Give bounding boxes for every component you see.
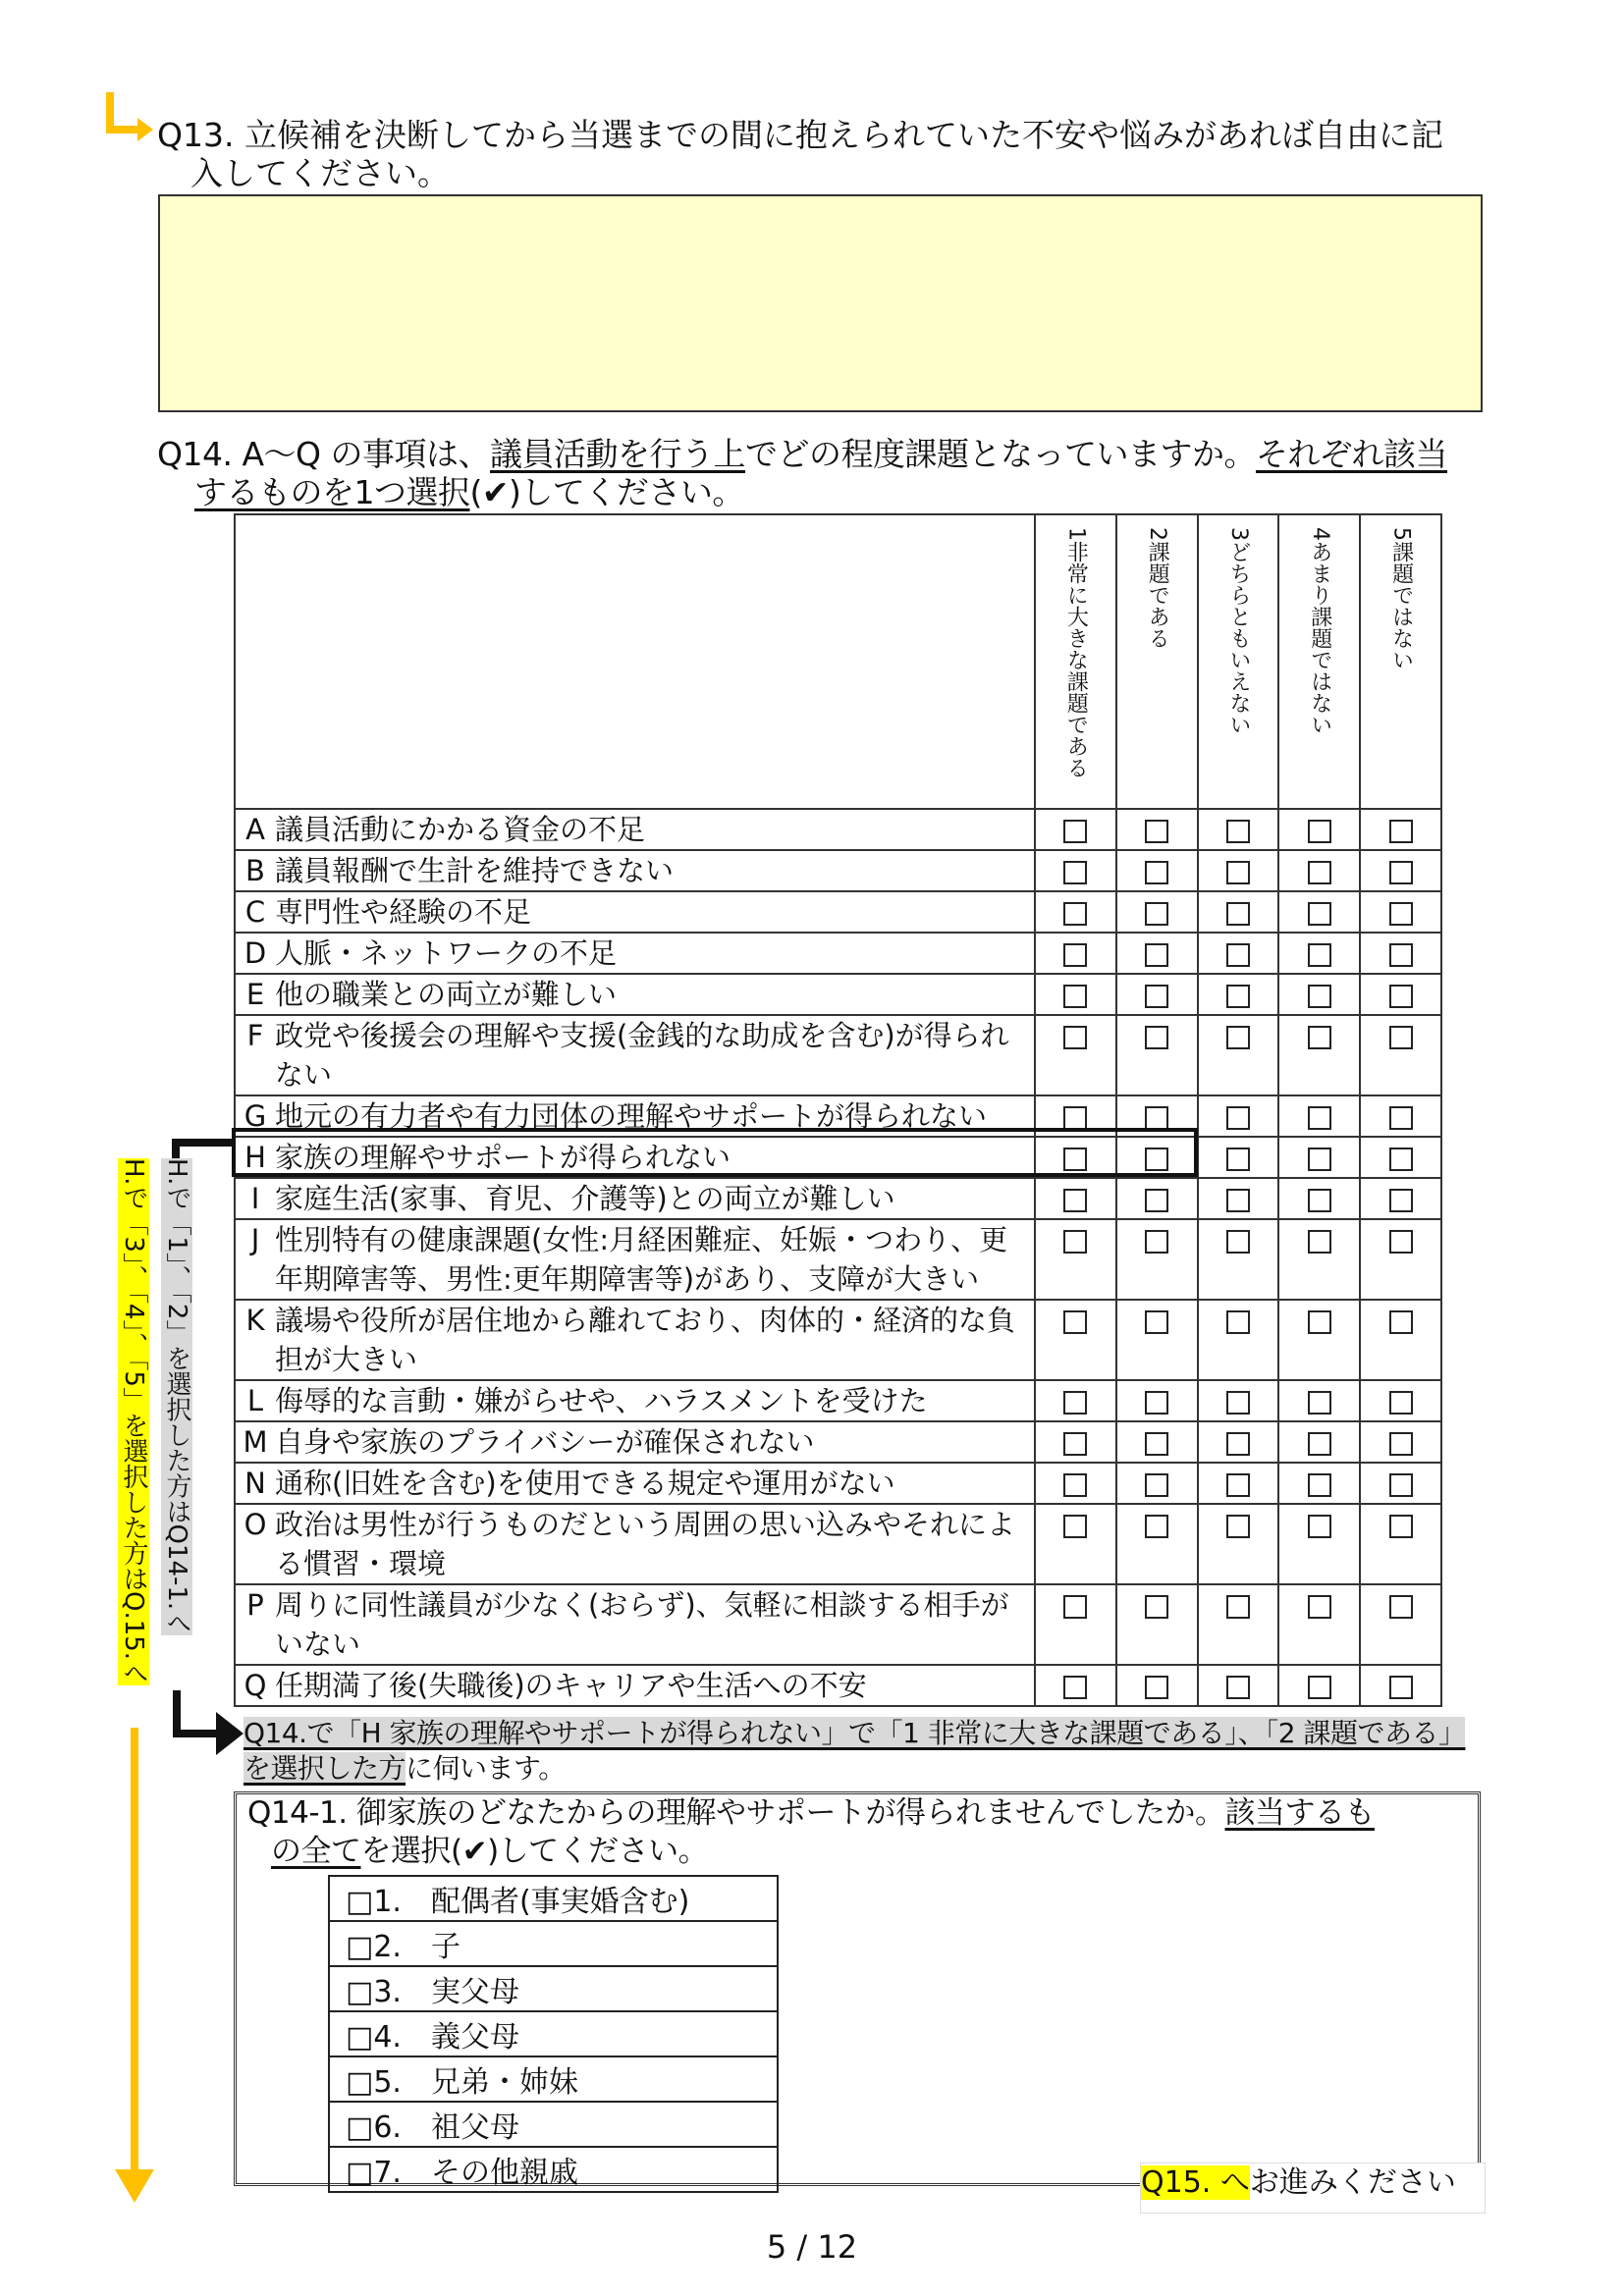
choice-cell	[1116, 1015, 1198, 1095]
q15-note-highlight: Q15. へ	[1141, 2165, 1250, 2200]
row-letter: G	[244, 1099, 267, 1133]
option-row[interactable]	[329, 2147, 778, 2192]
q14-1-text: 御家族のどなたからの理解やサポートが得られませんでしたか。	[355, 1795, 1225, 1831]
choice-cell	[1035, 1665, 1116, 1706]
choice-cell	[1035, 1300, 1116, 1380]
option-checkbox-label[interactable]: □5. 兄弟・姉妹	[329, 2056, 778, 2102]
q14-1-text-underlined: 該当するも	[1224, 1795, 1375, 1831]
choice-cell	[1360, 891, 1441, 933]
row-text: 家族の理解やサポートが得られない	[275, 1141, 731, 1174]
choice-cell	[1035, 1219, 1116, 1300]
checkbox-o-1[interactable]	[1063, 1515, 1087, 1538]
q15-note-text: お進みください	[1249, 2165, 1456, 2200]
choice-cell	[1116, 850, 1198, 891]
checkbox-k-3[interactable]	[1226, 1310, 1250, 1334]
checkbox-p-4[interactable]	[1308, 1595, 1331, 1619]
choice-cell	[1278, 1584, 1360, 1665]
checkbox-g-5[interactable]	[1389, 1106, 1413, 1130]
row-text: 自身や家族のプライバシーが確保されない	[275, 1425, 815, 1459]
q14-text: (✔)してください。	[469, 473, 744, 511]
row-letter: L	[246, 1384, 264, 1417]
choice-cell	[1198, 933, 1279, 974]
checkbox-n-5[interactable]	[1389, 1473, 1413, 1497]
instr-highlight: Q14.で「H 家族の理解やサポートが得られない」で「1 非常に大きな課題である」、「2 課題である」	[244, 1717, 1466, 1749]
checkbox-b-2[interactable]	[1145, 861, 1168, 884]
table-row	[235, 1219, 1441, 1300]
column-header-label: 1非常に大きな課題である	[1063, 527, 1089, 778]
checkbox-m-5[interactable]	[1389, 1432, 1413, 1456]
choice-cell	[1360, 1015, 1441, 1095]
checkbox-g-4[interactable]	[1308, 1106, 1331, 1130]
table-row	[235, 1584, 1441, 1665]
table-row	[235, 1421, 1441, 1463]
row-label	[235, 1178, 1035, 1219]
choice-cell	[1278, 1219, 1360, 1300]
choice-cell	[1198, 809, 1279, 850]
checkbox-a-5[interactable]	[1389, 820, 1413, 843]
row-letter: N	[244, 1467, 266, 1500]
choice-cell	[1116, 1584, 1198, 1665]
checkbox-h-5[interactable]	[1389, 1148, 1413, 1171]
row-letter: Q	[244, 1669, 267, 1702]
q13-answer-field[interactable]	[158, 194, 1483, 412]
choice-cell	[1278, 1300, 1360, 1380]
orange-line	[131, 1728, 138, 2179]
table-row	[235, 1504, 1441, 1584]
choice-cell	[1360, 809, 1441, 850]
choice-cell	[1278, 1421, 1360, 1463]
q15-note	[1140, 2163, 1486, 2214]
q14-1-text-underlined: の全て	[271, 1834, 361, 1869]
choice-cell	[1035, 1178, 1116, 1219]
branch-label-q15: H.で「3」、「4」、「5」を選択した方はQ.15.へ	[119, 1158, 148, 1686]
choice-cell	[1360, 974, 1441, 1015]
checkbox-p-5[interactable]	[1389, 1595, 1413, 1619]
row-label	[235, 974, 1035, 1015]
bracket-line	[172, 1139, 234, 1147]
q13-number: Q13.	[157, 116, 235, 154]
row-text: 家庭生活(家事、育児、介護等)との両立が難しい	[275, 1182, 895, 1215]
option-checkbox-label[interactable]: □4. 義父母	[329, 2011, 778, 2056]
choice-cell	[1035, 933, 1116, 974]
row-label	[235, 1015, 1035, 1095]
checkbox-f-1[interactable]	[1063, 1026, 1087, 1049]
table-row	[235, 1380, 1441, 1421]
column-header-1	[1035, 514, 1116, 809]
row-label	[235, 1463, 1035, 1504]
checkbox-j-1[interactable]	[1063, 1230, 1087, 1254]
table-row	[235, 974, 1441, 1015]
row-label	[235, 1584, 1035, 1665]
row-letter: O	[244, 1508, 267, 1541]
checkbox-b-4[interactable]	[1308, 861, 1331, 884]
checkbox-o-5[interactable]	[1389, 1515, 1413, 1538]
row-text: 任期満了後(失職後)のキャリアや生活への不安	[275, 1669, 867, 1702]
choice-cell	[1278, 1504, 1360, 1584]
choice-cell	[1360, 933, 1441, 974]
option-checkbox-label[interactable]: □7. その他親戚	[329, 2147, 778, 2192]
choice-cell	[1116, 933, 1198, 974]
choice-cell	[1116, 1421, 1198, 1463]
q14-text-underlined: 議員活動を行う上	[490, 435, 746, 473]
table-row	[235, 1665, 1441, 1706]
choice-cell	[1035, 1463, 1116, 1504]
row-text: 議場や役所が居住地から離れており、肉体的・経済的な負担が大きい	[275, 1304, 1016, 1376]
choice-cell	[1035, 1015, 1116, 1095]
choice-cell	[1278, 1380, 1360, 1421]
column-header-label: 3どちらともいえない	[1225, 527, 1251, 735]
row-label	[235, 850, 1035, 891]
checkbox-c-5[interactable]	[1389, 902, 1413, 926]
checkbox-e-3[interactable]	[1226, 985, 1250, 1008]
choice-cell	[1198, 1584, 1279, 1665]
checkbox-l-1[interactable]	[1063, 1391, 1087, 1415]
checkbox-p-1[interactable]	[1063, 1595, 1087, 1619]
choice-cell	[1198, 1421, 1279, 1463]
choice-cell	[1116, 1463, 1198, 1504]
row-letter: D	[244, 936, 267, 970]
choice-cell	[1360, 1504, 1441, 1584]
checkbox-k-5[interactable]	[1389, 1310, 1413, 1334]
choice-cell	[1116, 809, 1198, 850]
choice-cell	[1278, 850, 1360, 891]
column-header-label: 2課題である	[1145, 527, 1170, 649]
q14-1-text: を選択(✔)してください。	[360, 1834, 709, 1869]
instr-highlight: を選択した方	[244, 1752, 406, 1785]
option-checkbox-label[interactable]: □1. 配偶者(事実婚含む)	[329, 1876, 778, 1921]
checkbox-m-3[interactable]	[1226, 1432, 1250, 1456]
q14-text-underlined: するものを1つ選択	[194, 473, 470, 511]
checkbox-k-4[interactable]	[1308, 1310, 1331, 1334]
choice-cell	[1116, 1380, 1198, 1421]
checkbox-d-2[interactable]	[1145, 943, 1168, 967]
checkbox-i-3[interactable]	[1226, 1189, 1250, 1212]
checkbox-j-4[interactable]	[1308, 1230, 1331, 1254]
choice-cell	[1360, 1463, 1441, 1504]
column-header-2	[1116, 514, 1198, 809]
table-row	[235, 1300, 1441, 1380]
row-letter: J	[250, 1223, 260, 1256]
option-row[interactable]	[329, 2011, 778, 2056]
matrix-header-row	[235, 514, 1441, 809]
column-header-4	[1278, 514, 1360, 809]
checkbox-j-2[interactable]	[1145, 1230, 1168, 1254]
choice-cell	[1116, 891, 1198, 933]
row-letter: A	[245, 813, 265, 846]
row-text: 政党や後援会の理解や支援(金銭的な助成を含む)が得られない	[275, 1019, 1009, 1092]
matrix-header-blank	[235, 514, 1035, 809]
checkbox-q-5[interactable]	[1389, 1676, 1413, 1699]
row-text: 人脈・ネットワークの不足	[275, 936, 618, 970]
choice-cell	[1198, 1178, 1279, 1219]
q14-matrix-table	[234, 513, 1442, 1707]
choice-cell	[1360, 1421, 1441, 1463]
orange-arrow-icon	[102, 92, 161, 151]
checkbox-l-4[interactable]	[1308, 1391, 1331, 1415]
row-label	[235, 1219, 1035, 1300]
choice-cell	[1360, 1584, 1441, 1665]
choice-cell	[1198, 891, 1279, 933]
column-header-label: 5課題ではない	[1388, 527, 1414, 670]
checkbox-h-4[interactable]	[1308, 1148, 1331, 1171]
checkbox-e-5[interactable]	[1389, 985, 1413, 1008]
checkbox-k-2[interactable]	[1145, 1310, 1168, 1334]
orange-arrow-down-icon	[115, 2169, 154, 2204]
checkbox-g-2[interactable]	[1145, 1106, 1168, 1130]
black-line	[173, 1730, 222, 1737]
choice-cell	[1278, 1665, 1360, 1706]
checkbox-c-2[interactable]	[1145, 902, 1168, 926]
checkbox-d-1[interactable]	[1063, 943, 1087, 967]
choice-cell	[1278, 1178, 1360, 1219]
checkbox-p-2[interactable]	[1145, 1595, 1168, 1619]
row-label	[235, 1504, 1035, 1584]
choice-cell	[1360, 1137, 1441, 1178]
q14-text: A～Q の事項は、	[242, 435, 491, 473]
choice-cell	[1360, 1095, 1441, 1137]
row-label	[235, 1300, 1035, 1380]
row-text: 性別特有の健康課題(女性:月経困難症、妊娠・つわり、更年期障害等、男性:更年期障害等)があり、支障が大きい	[275, 1223, 1008, 1296]
checkbox-e-1[interactable]	[1063, 985, 1087, 1008]
checkbox-d-4[interactable]	[1308, 943, 1331, 967]
checkbox-i-1[interactable]	[1063, 1189, 1087, 1212]
table-row	[235, 1015, 1441, 1095]
checkbox-l-3[interactable]	[1226, 1391, 1250, 1415]
row-label	[235, 809, 1035, 850]
choice-cell	[1116, 1219, 1198, 1300]
checkbox-j-3[interactable]	[1226, 1230, 1250, 1254]
choice-cell	[1198, 1137, 1279, 1178]
checkbox-f-2[interactable]	[1145, 1026, 1168, 1049]
choice-cell	[1116, 1665, 1198, 1706]
choice-cell	[1278, 1095, 1360, 1137]
column-header-label: 4あまり課題ではない	[1307, 527, 1332, 735]
choice-cell	[1198, 1380, 1279, 1421]
checkbox-b-5[interactable]	[1389, 861, 1413, 884]
checkbox-g-3[interactable]	[1226, 1106, 1250, 1130]
option-row[interactable]	[329, 1921, 778, 1966]
checkbox-a-3[interactable]	[1226, 820, 1250, 843]
row-letter: I	[250, 1182, 260, 1215]
choice-cell	[1035, 1584, 1116, 1665]
table-row	[235, 891, 1441, 933]
choice-cell	[1035, 1504, 1116, 1584]
row-text: 侮辱的な言動・嫌がらせや、ハラスメントを受けた	[275, 1384, 928, 1417]
checkbox-d-5[interactable]	[1389, 943, 1413, 967]
q14-text: でどの程度課題となっていますか。	[745, 435, 1257, 473]
choice-cell	[1278, 933, 1360, 974]
row-letter: K	[245, 1304, 265, 1337]
choice-cell	[1198, 1095, 1279, 1137]
checkbox-m-2[interactable]	[1145, 1432, 1168, 1456]
choice-cell	[1278, 809, 1360, 850]
table-row	[235, 933, 1441, 974]
q14-1-instruction	[244, 1716, 1481, 1787]
choice-cell	[1035, 974, 1116, 1015]
row-letter: F	[246, 1019, 264, 1052]
choice-cell	[1360, 1300, 1441, 1380]
row-text: 議員活動にかかる資金の不足	[275, 813, 646, 846]
checkbox-o-2[interactable]	[1145, 1515, 1168, 1538]
q14-text-underlined: それぞれ該当	[1256, 435, 1448, 473]
option-row[interactable]	[329, 1876, 778, 1921]
row-letter: P	[246, 1588, 264, 1622]
checkbox-c-3[interactable]	[1226, 902, 1250, 926]
checkbox-e-2[interactable]	[1145, 985, 1168, 1008]
row-label	[235, 933, 1035, 974]
choice-cell	[1116, 1504, 1198, 1584]
checkbox-c-1[interactable]	[1063, 902, 1087, 926]
choice-cell	[1035, 850, 1116, 891]
choice-cell	[1198, 1015, 1279, 1095]
row-letter: C	[244, 895, 266, 929]
checkbox-m-4[interactable]	[1308, 1432, 1331, 1456]
checkbox-p-3[interactable]	[1226, 1595, 1250, 1619]
row-label	[235, 1380, 1035, 1421]
black-arrow-right-icon	[216, 1712, 245, 1755]
table-row	[235, 809, 1441, 850]
choice-cell	[1360, 1219, 1441, 1300]
choice-cell	[1360, 1178, 1441, 1219]
checkbox-q-4[interactable]	[1308, 1676, 1331, 1699]
choice-cell	[1278, 974, 1360, 1015]
option-row[interactable]	[329, 2102, 778, 2147]
row-text: 議員報酬で生計を維持できない	[275, 854, 675, 887]
checkbox-g-1[interactable]	[1063, 1106, 1087, 1130]
option-checkbox-label[interactable]: □6. 祖父母	[329, 2102, 778, 2147]
row-letter: B	[245, 854, 265, 887]
choice-cell	[1360, 850, 1441, 891]
choice-cell	[1035, 809, 1116, 850]
checkbox-b-1[interactable]	[1063, 861, 1087, 884]
row-text: 他の職業との両立が難しい	[275, 978, 618, 1011]
row-text: 周りに同性議員が少なく(おらず)、気軽に相談する相手がいない	[275, 1588, 1009, 1661]
table-row	[235, 1178, 1441, 1219]
checkbox-n-1[interactable]	[1063, 1473, 1087, 1497]
checkbox-a-4[interactable]	[1308, 820, 1331, 843]
choice-cell	[1360, 1380, 1441, 1421]
q14-question	[157, 435, 1492, 511]
checkbox-j-5[interactable]	[1389, 1230, 1413, 1254]
checkbox-q-2[interactable]	[1145, 1676, 1168, 1699]
checkbox-n-3[interactable]	[1226, 1473, 1250, 1497]
choice-cell	[1198, 1219, 1279, 1300]
row-text: 通称(旧姓を含む)を使用できる規定や運用がない	[275, 1467, 895, 1500]
checkbox-h-3[interactable]	[1226, 1148, 1250, 1171]
choice-cell	[1035, 1380, 1116, 1421]
row-letter: H	[244, 1141, 266, 1174]
checkbox-f-3[interactable]	[1226, 1026, 1250, 1049]
checkbox-f-4[interactable]	[1308, 1026, 1331, 1049]
choice-cell	[1035, 891, 1116, 933]
choice-cell	[1198, 1300, 1279, 1380]
choice-cell	[1116, 974, 1198, 1015]
checkbox-i-4[interactable]	[1308, 1189, 1331, 1212]
choice-cell	[1278, 891, 1360, 933]
column-header-5	[1360, 514, 1441, 809]
checkbox-a-2[interactable]	[1145, 820, 1168, 843]
choice-cell	[1278, 1137, 1360, 1178]
checkbox-q-3[interactable]	[1226, 1676, 1250, 1699]
bracket-line	[172, 1139, 180, 1158]
checkbox-i-2[interactable]	[1145, 1189, 1168, 1212]
q14-1-options	[328, 1875, 779, 2193]
choice-cell	[1198, 974, 1279, 1015]
checkbox-a-1[interactable]	[1063, 820, 1087, 843]
checkbox-k-1[interactable]	[1063, 1310, 1087, 1334]
option-checkbox-label[interactable]: □2. 子	[329, 1921, 778, 1966]
column-header-3	[1198, 514, 1279, 809]
row-label	[235, 1421, 1035, 1463]
row-label	[235, 891, 1035, 933]
row-h-highlight-outline	[232, 1128, 1198, 1177]
choice-cell	[1198, 1463, 1279, 1504]
checkbox-l-5[interactable]	[1389, 1391, 1413, 1415]
checkbox-c-4[interactable]	[1308, 902, 1331, 926]
choice-cell	[1360, 1665, 1441, 1706]
choice-cell	[1278, 1015, 1360, 1095]
q13-question	[157, 116, 1492, 192]
branch-label-q14-1: H.で「1」、「2」を選択した方はQ14-1.へ	[162, 1158, 191, 1636]
choice-cell	[1035, 1421, 1116, 1463]
checkbox-e-4[interactable]	[1308, 985, 1331, 1008]
row-letter: E	[245, 978, 265, 1011]
row-label	[235, 1665, 1035, 1706]
choice-cell	[1278, 1463, 1360, 1504]
row-text: 専門性や経験の不足	[275, 895, 532, 929]
checkbox-m-1[interactable]	[1063, 1432, 1087, 1456]
checkbox-l-2[interactable]	[1145, 1391, 1168, 1415]
row-text: 政治は男性が行うものだという周囲の思い込みやそれによる慣習・環境	[275, 1508, 1016, 1580]
q14-1-question	[247, 1794, 1470, 1871]
choice-cell	[1116, 1300, 1198, 1380]
choice-cell	[1198, 1504, 1279, 1584]
checkbox-b-3[interactable]	[1226, 861, 1250, 884]
page-number: 5 / 12	[766, 2228, 858, 2266]
checkbox-f-5[interactable]	[1389, 1026, 1413, 1049]
choice-cell	[1116, 1178, 1198, 1219]
table-row	[235, 850, 1441, 891]
choice-cell	[1198, 850, 1279, 891]
checkbox-n-2[interactable]	[1145, 1473, 1168, 1497]
q14-number: Q14.	[157, 435, 233, 473]
q13-text: 立候補を決断してから当選までの間に抱えられていた不安や悩みがあれば自由に記	[244, 116, 1443, 154]
instr-text: に伺います。	[406, 1752, 566, 1785]
option-row[interactable]	[329, 1966, 778, 2011]
row-text: 地元の有力者や有力団体の理解やサポートが得られない	[275, 1099, 988, 1133]
checkbox-d-3[interactable]	[1226, 943, 1250, 967]
checkbox-n-4[interactable]	[1308, 1473, 1331, 1497]
option-row[interactable]	[329, 2056, 778, 2102]
row-letter: M	[243, 1425, 268, 1459]
choice-cell	[1198, 1665, 1279, 1706]
checkbox-o-4[interactable]	[1308, 1515, 1331, 1538]
checkbox-q-1[interactable]	[1063, 1676, 1087, 1699]
option-checkbox-label[interactable]: □3. 実父母	[329, 1966, 778, 2011]
q13-text-cont: 入してください。	[190, 154, 450, 192]
checkbox-o-3[interactable]	[1226, 1515, 1250, 1538]
table-row	[235, 1463, 1441, 1504]
checkbox-i-5[interactable]	[1389, 1189, 1413, 1212]
q14-1-number: Q14-1.	[247, 1795, 348, 1831]
